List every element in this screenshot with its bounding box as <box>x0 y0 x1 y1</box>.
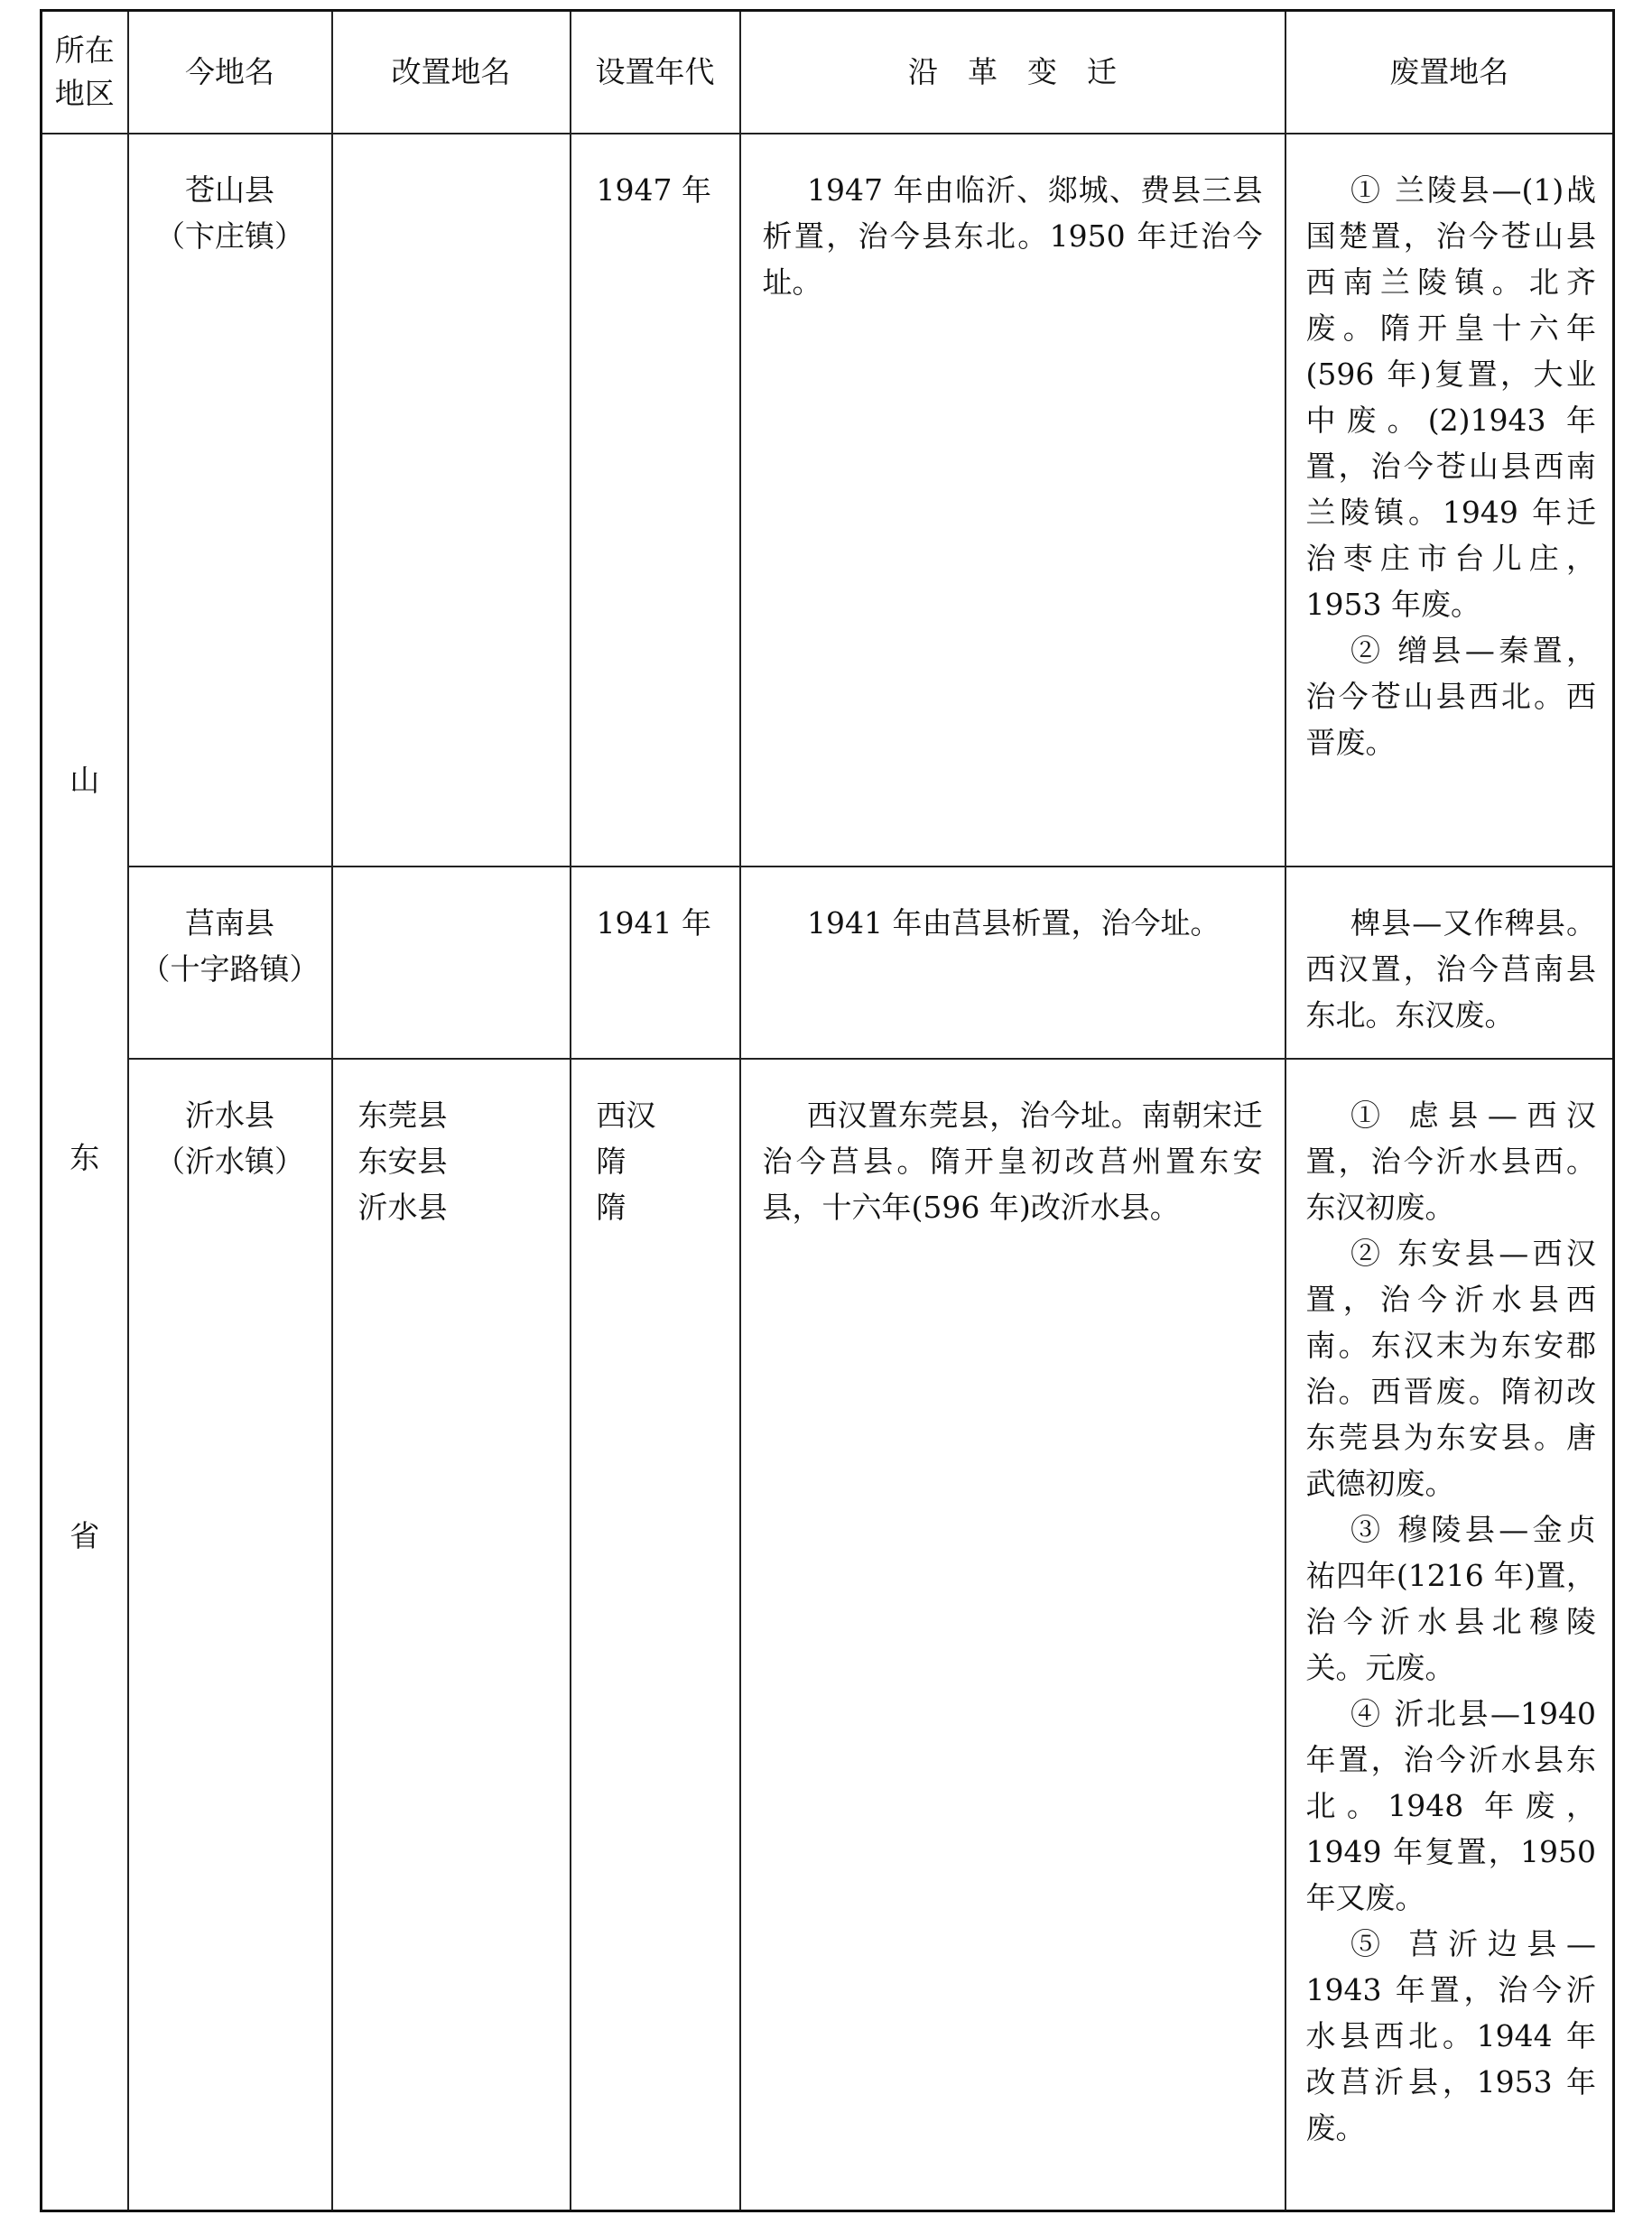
county-name: 沂水县 <box>185 1098 274 1133</box>
header-region: 所在 地区 <box>42 11 128 134</box>
history-cell: 1947 年由临沂、郯城、费县三县析置，治今县东北。1950 年迁治今址。 <box>740 134 1285 867</box>
header-abolished: 废置地名 <box>1285 11 1614 134</box>
county-seat: （沂水镇） <box>155 1144 304 1179</box>
county-seat: （十字路镇） <box>140 951 320 987</box>
gazetteer-table <box>40 9 1615 2212</box>
county-name: 苍山县 <box>185 172 274 208</box>
abolished-cell: ① 兰陵县—(1)战国楚置，治今苍山县西南兰陵镇。北齐废。隋开皇十六年(596 年)复置，大业中废。(2)1943 年置，治今苍山县西南兰陵镇。1949 年迁治枣庄市台儿庄，1953 年废。 ② 缯县—秦置，治今苍山县西北。西晋废。 <box>1285 134 1614 867</box>
header-year-set: 设置年代 <box>571 11 740 134</box>
region-char: 山 <box>70 763 100 798</box>
year-cell: 1941 年 <box>571 867 740 1059</box>
current-name-cell <box>128 134 332 867</box>
county-seat: （卞庄镇） <box>155 218 304 254</box>
year-cell: 西汉 隋 隋 <box>571 1059 740 2210</box>
header-row <box>42 11 1614 134</box>
header-renamed: 改置地名 <box>332 11 571 134</box>
table-row <box>42 867 1614 1059</box>
header-history: 沿 革 变 迁 <box>740 11 1285 134</box>
region-char: 省 <box>70 1518 100 1553</box>
abolished-cell: ① 虑县—西汉置，治今沂水县西。东汉初废。 ② 东安县—西汉置，治今沂水县西南。东汉末为东安郡治。西晋废。隋初改东莞县为东安县。唐武德初废。 ③ 穆陵县—金贞祐四年(1216 年)置，治今沂水县北穆陵关。元废。 ④ 沂北县—1940 年置，治今沂水县东北。1948 年废，1949 年复置，1950 年又废。 ⑤ 莒沂边县—1943 年置，治今沂水县西北。1944 年改莒沂县，1953 年废。 <box>1285 1059 1614 2210</box>
current-name-cell <box>128 867 332 1059</box>
renamed-cell <box>332 134 571 867</box>
renamed-cell: 东莞县 东安县 沂水县 <box>332 1059 571 2210</box>
renamed-cell <box>332 867 571 1059</box>
region-char: 东 <box>70 1140 100 1175</box>
table-row <box>42 1059 1614 2210</box>
abolished-cell: 椑县—又作稗县。西汉置，治今莒南县东北。东汉废。 <box>1285 867 1614 1059</box>
current-name-cell <box>128 1059 332 2210</box>
history-cell: 1941 年由莒县析置，治今址。 <box>740 867 1285 1059</box>
year-cell: 1947 年 <box>571 134 740 867</box>
table-row <box>42 134 1614 867</box>
header-current-name: 今地名 <box>128 11 332 134</box>
history-cell: 西汉置东莞县，治今址。南朝宋迁治今莒县。隋开皇初改莒州置东安县，十六年(596 年)改沂水县。 <box>740 1059 1285 2210</box>
region-cell <box>42 134 128 2210</box>
county-name: 莒南县 <box>185 905 274 941</box>
